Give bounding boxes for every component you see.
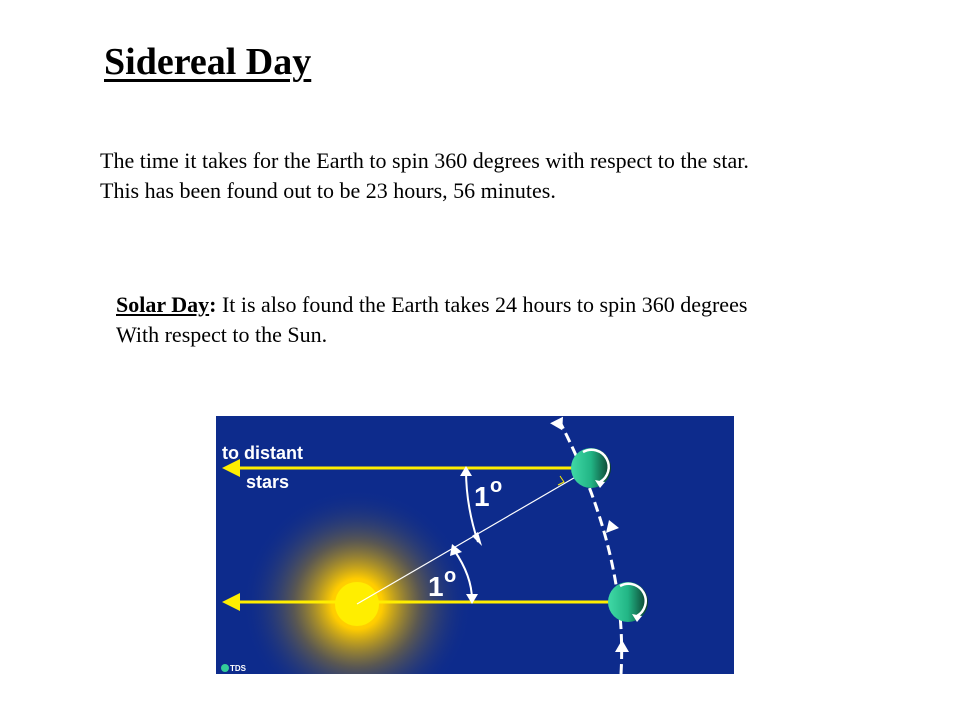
angle-degree-upper: o [490,475,503,497]
credit-label: TDS [230,664,246,673]
diagram-svg [216,416,734,674]
earth-lower [608,582,648,622]
earth-upper [571,448,611,488]
solar-line-1 [116,290,916,320]
solar-day-definition [116,290,916,350]
solar-colon: : [209,292,217,317]
earth-orbit-diagram [216,416,734,674]
solar-line-2: With respect to the Sun. [116,322,328,347]
sidereal-definition [100,146,920,206]
sidereal-line-1: The time it takes for the Earth to spin 360 degrees with respect to the star. [100,148,749,173]
solar-day-term: Solar Day [116,292,210,317]
sidereal-line-2: This has been found out to be 23 hours, 56 minutes. [100,178,556,203]
angle-label-upper: 1 [474,481,490,512]
credit-logo-icon [221,664,229,672]
slide-title: Sidereal Day [104,41,312,83]
distant-stars-label-line-1: to distant [222,443,303,463]
angle-label-lower: 1 [428,571,444,602]
distant-stars-label-line-2: stars [246,472,290,492]
angle-degree-lower: o [444,565,457,587]
solar-line-1-rest: It is also found the Earth takes 24 hours to spin 360 degrees [216,292,748,317]
